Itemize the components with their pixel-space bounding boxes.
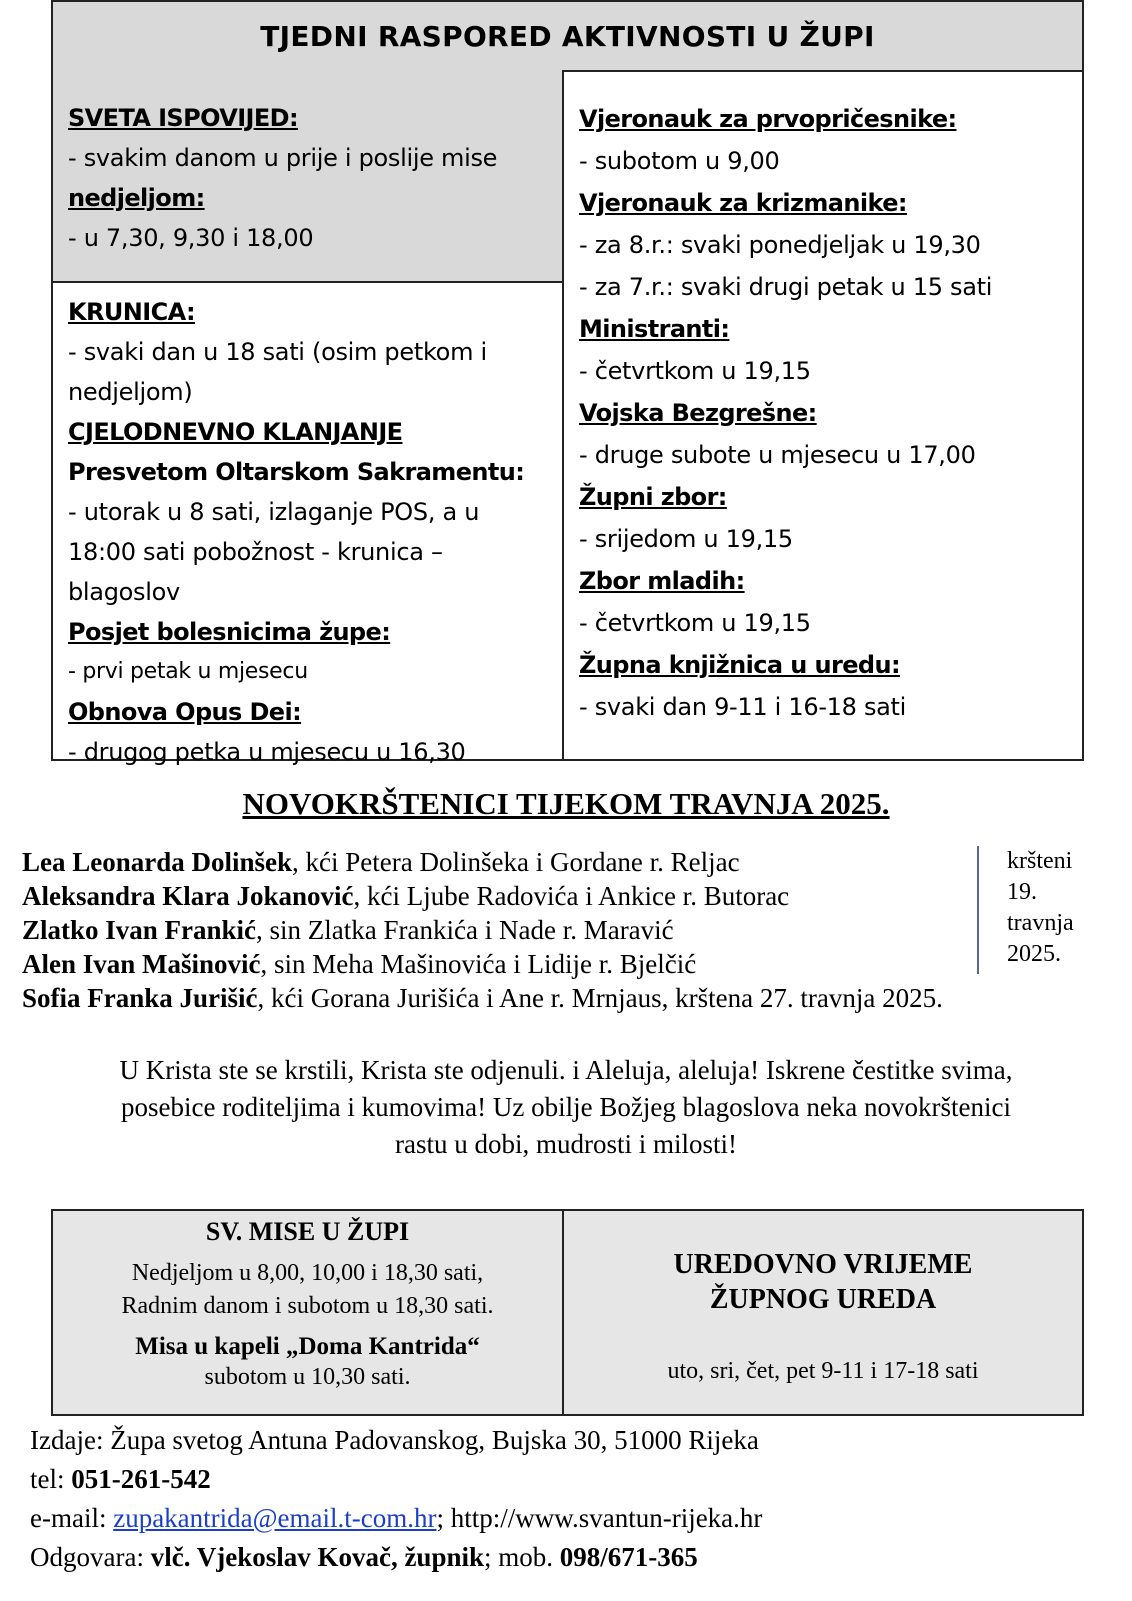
library-line: - svaki dan 9-11 i 16-18 sati xyxy=(579,693,907,721)
phone-label: tel: xyxy=(30,1464,72,1494)
baptisms-list xyxy=(22,845,943,1015)
schedule-right-column xyxy=(564,70,1082,759)
office-hours: uto, sri, čet, pet 9-11 i 17-18 sati xyxy=(667,1358,979,1384)
chapel-mass-line: subotom u 10,30 sati. xyxy=(204,1364,411,1390)
responsible-name: vlč. Vjekoslav Kovač, župnik xyxy=(150,1542,484,1572)
baptism-parents: , kći Ljube Radovića i Ankice r. Butorac xyxy=(353,881,790,911)
baptism-entry xyxy=(22,845,943,879)
weekly-schedule-table xyxy=(51,0,1084,766)
mass-office-table xyxy=(51,1209,1084,1416)
baptism-date-note xyxy=(977,846,1103,974)
adoration-line-1: - utorak u 8 sati, izlaganje POS, a u xyxy=(68,498,480,526)
youth-choir-heading: Zbor mladih: xyxy=(579,567,745,595)
responsible-label: Odgovara: xyxy=(30,1542,151,1572)
baptism-note-line: 2025. xyxy=(1007,941,1061,967)
legion-heading: Vojska Bezgrešne: xyxy=(579,399,817,427)
phone-number: 051-261-542 xyxy=(71,1464,211,1494)
first-communion-line: - subotom u 9,00 xyxy=(579,147,780,175)
baptism-parents: , sin Meha Mašinovića i Lidije r. Bjelčić xyxy=(260,949,697,979)
website-text: ; http://www.svantun-rijeka.hr xyxy=(436,1503,763,1533)
parish-choir-heading: Župni zbor: xyxy=(579,483,727,511)
baptism-entry xyxy=(22,947,943,981)
office-heading-line-2: ŽUPNOG UREDA xyxy=(709,1284,937,1315)
baptism-name: Sofia Franka Jurišić xyxy=(22,983,258,1013)
baptism-parents: , kći Petera Dolinšeka i Gordane r. Reljac xyxy=(292,847,740,877)
baptism-entry xyxy=(22,981,943,1015)
congrats-line: posebice roditeljima i kumovima! Uz obilje Božjeg blagoslova neka novokrštenici xyxy=(120,1092,1012,1122)
email-label: e-mail: xyxy=(30,1503,114,1533)
rosary-line-2: nedjeljom) xyxy=(68,378,193,406)
mobile-label: ; mob. xyxy=(484,1542,560,1572)
confession-line: - svakim danom u prije i poslije mise xyxy=(68,144,498,172)
altar-servers-line: - četvrtkom u 19,15 xyxy=(579,357,811,385)
baptism-name: Aleksandra Klara Jokanović xyxy=(22,881,354,911)
confirmation-line-1: - za 8.r.: svaki ponedjeljak u 19,30 xyxy=(579,231,981,259)
baptism-name: Lea Leonarda Dolinšek xyxy=(22,847,293,877)
baptism-entry xyxy=(22,913,943,947)
mobile-number: 098/671-365 xyxy=(559,1542,698,1572)
baptism-parents: , kći Gorana Jurišića i Ane r. Mrnjaus, krštena 27. travnja 2025. xyxy=(257,983,943,1013)
publisher-info xyxy=(30,1421,762,1577)
office-heading-line-1: UREDOVNO VRIJEME xyxy=(673,1249,973,1280)
schedule-title: TJEDNI RASPORED AKTIVNOSTI U ŽUPI xyxy=(53,2,1082,72)
sick-visit-heading: Posjet bolesnicima župe: xyxy=(68,618,391,646)
confirmation-line-2: - za 7.r.: svaki drugi petak u 15 sati xyxy=(579,273,993,301)
masses-line-1: Nedjeljom u 8,00, 10,00 i 18,30 sati, xyxy=(131,1260,484,1286)
phone-line xyxy=(30,1460,762,1499)
congrats-line: U Krista ste se krstili, Krista ste odjenuli. i Aleluja, aleluja! Iskrene čestitke svima, xyxy=(119,1055,1013,1085)
congratulations-text xyxy=(20,1052,1112,1163)
opus-dei-line: - drugog petka u mjesecu u 16,30 xyxy=(68,738,466,766)
activities-left-cell xyxy=(53,283,562,772)
rosary-heading: KRUNICA: xyxy=(68,298,196,326)
rosary-line-1: - svaki dan u 18 sati (osim petkom i xyxy=(68,338,487,366)
adoration-line-3: blagoslov xyxy=(68,578,180,606)
opus-dei-heading: Obnova Opus Dei: xyxy=(68,698,302,726)
schedule-left-column xyxy=(53,70,564,766)
responsible-line xyxy=(30,1538,762,1577)
youth-choir-line: - četvrtkom u 19,15 xyxy=(579,609,811,637)
baptism-note-line: 19. xyxy=(1007,879,1037,905)
baptism-note-line: travnja xyxy=(1007,910,1074,936)
confession-sunday-heading: nedjeljom: xyxy=(68,184,205,212)
legion-line: - druge subote u mjesecu u 17,00 xyxy=(579,441,976,469)
baptism-parents: , sin Zlatka Frankića i Nade r. Maravić xyxy=(256,915,674,945)
contact-line xyxy=(30,1499,762,1538)
masses-line-2: Radnim danom i subotom u 18,30 sati. xyxy=(121,1293,494,1319)
library-heading: Župna knjižnica u uredu: xyxy=(579,651,900,679)
chapel-mass-heading: Misa u kapeli „Doma Kantrida“ xyxy=(135,1333,480,1360)
sick-visit-line: - prvi petak u mjesecu xyxy=(68,659,308,684)
baptism-entry xyxy=(22,879,943,913)
first-communion-heading: Vjeronauk za prvopričesnike: xyxy=(579,105,957,133)
congrats-line: rastu u dobi, mudrosti i milosti! xyxy=(395,1129,737,1159)
masses-cell xyxy=(53,1211,564,1414)
baptism-name: Alen Ivan Mašinović xyxy=(22,949,261,979)
confession-heading: SVETA ISPOVIJED: xyxy=(68,104,299,132)
adoration-heading: CJELODNEVNO KLANJANJE xyxy=(68,418,403,446)
confession-cell xyxy=(53,70,562,283)
publisher-line: Izdaje: Župa svetog Antuna Padovanskog, Bujska 30, 51000 Rijeka xyxy=(30,1425,759,1455)
confession-sunday-line: - u 7,30, 9,30 i 18,00 xyxy=(68,224,314,252)
altar-servers-heading: Ministranti: xyxy=(579,315,730,343)
parish-choir-line: - srijedom u 19,15 xyxy=(579,525,793,553)
adoration-line-2: 18:00 sati pobožnost - krunica – xyxy=(68,538,443,566)
masses-heading: SV. MISE U ŽUPI xyxy=(205,1217,410,1246)
adoration-subheading: Presvetom Oltarskom Sakramentu: xyxy=(68,458,525,486)
baptisms-title: NOVOKRŠTENICI TIJEKOM TRAVNJA 2025. xyxy=(242,786,890,821)
confirmation-heading: Vjeronauk za krizmanike: xyxy=(579,189,907,217)
baptism-note-line: kršteni xyxy=(1007,848,1073,874)
office-hours-cell xyxy=(564,1211,1082,1414)
baptism-name: Zlatko Ivan Frankić xyxy=(22,915,257,945)
email-link[interactable]: zupakantrida@email.t-com.hr xyxy=(113,1503,437,1533)
